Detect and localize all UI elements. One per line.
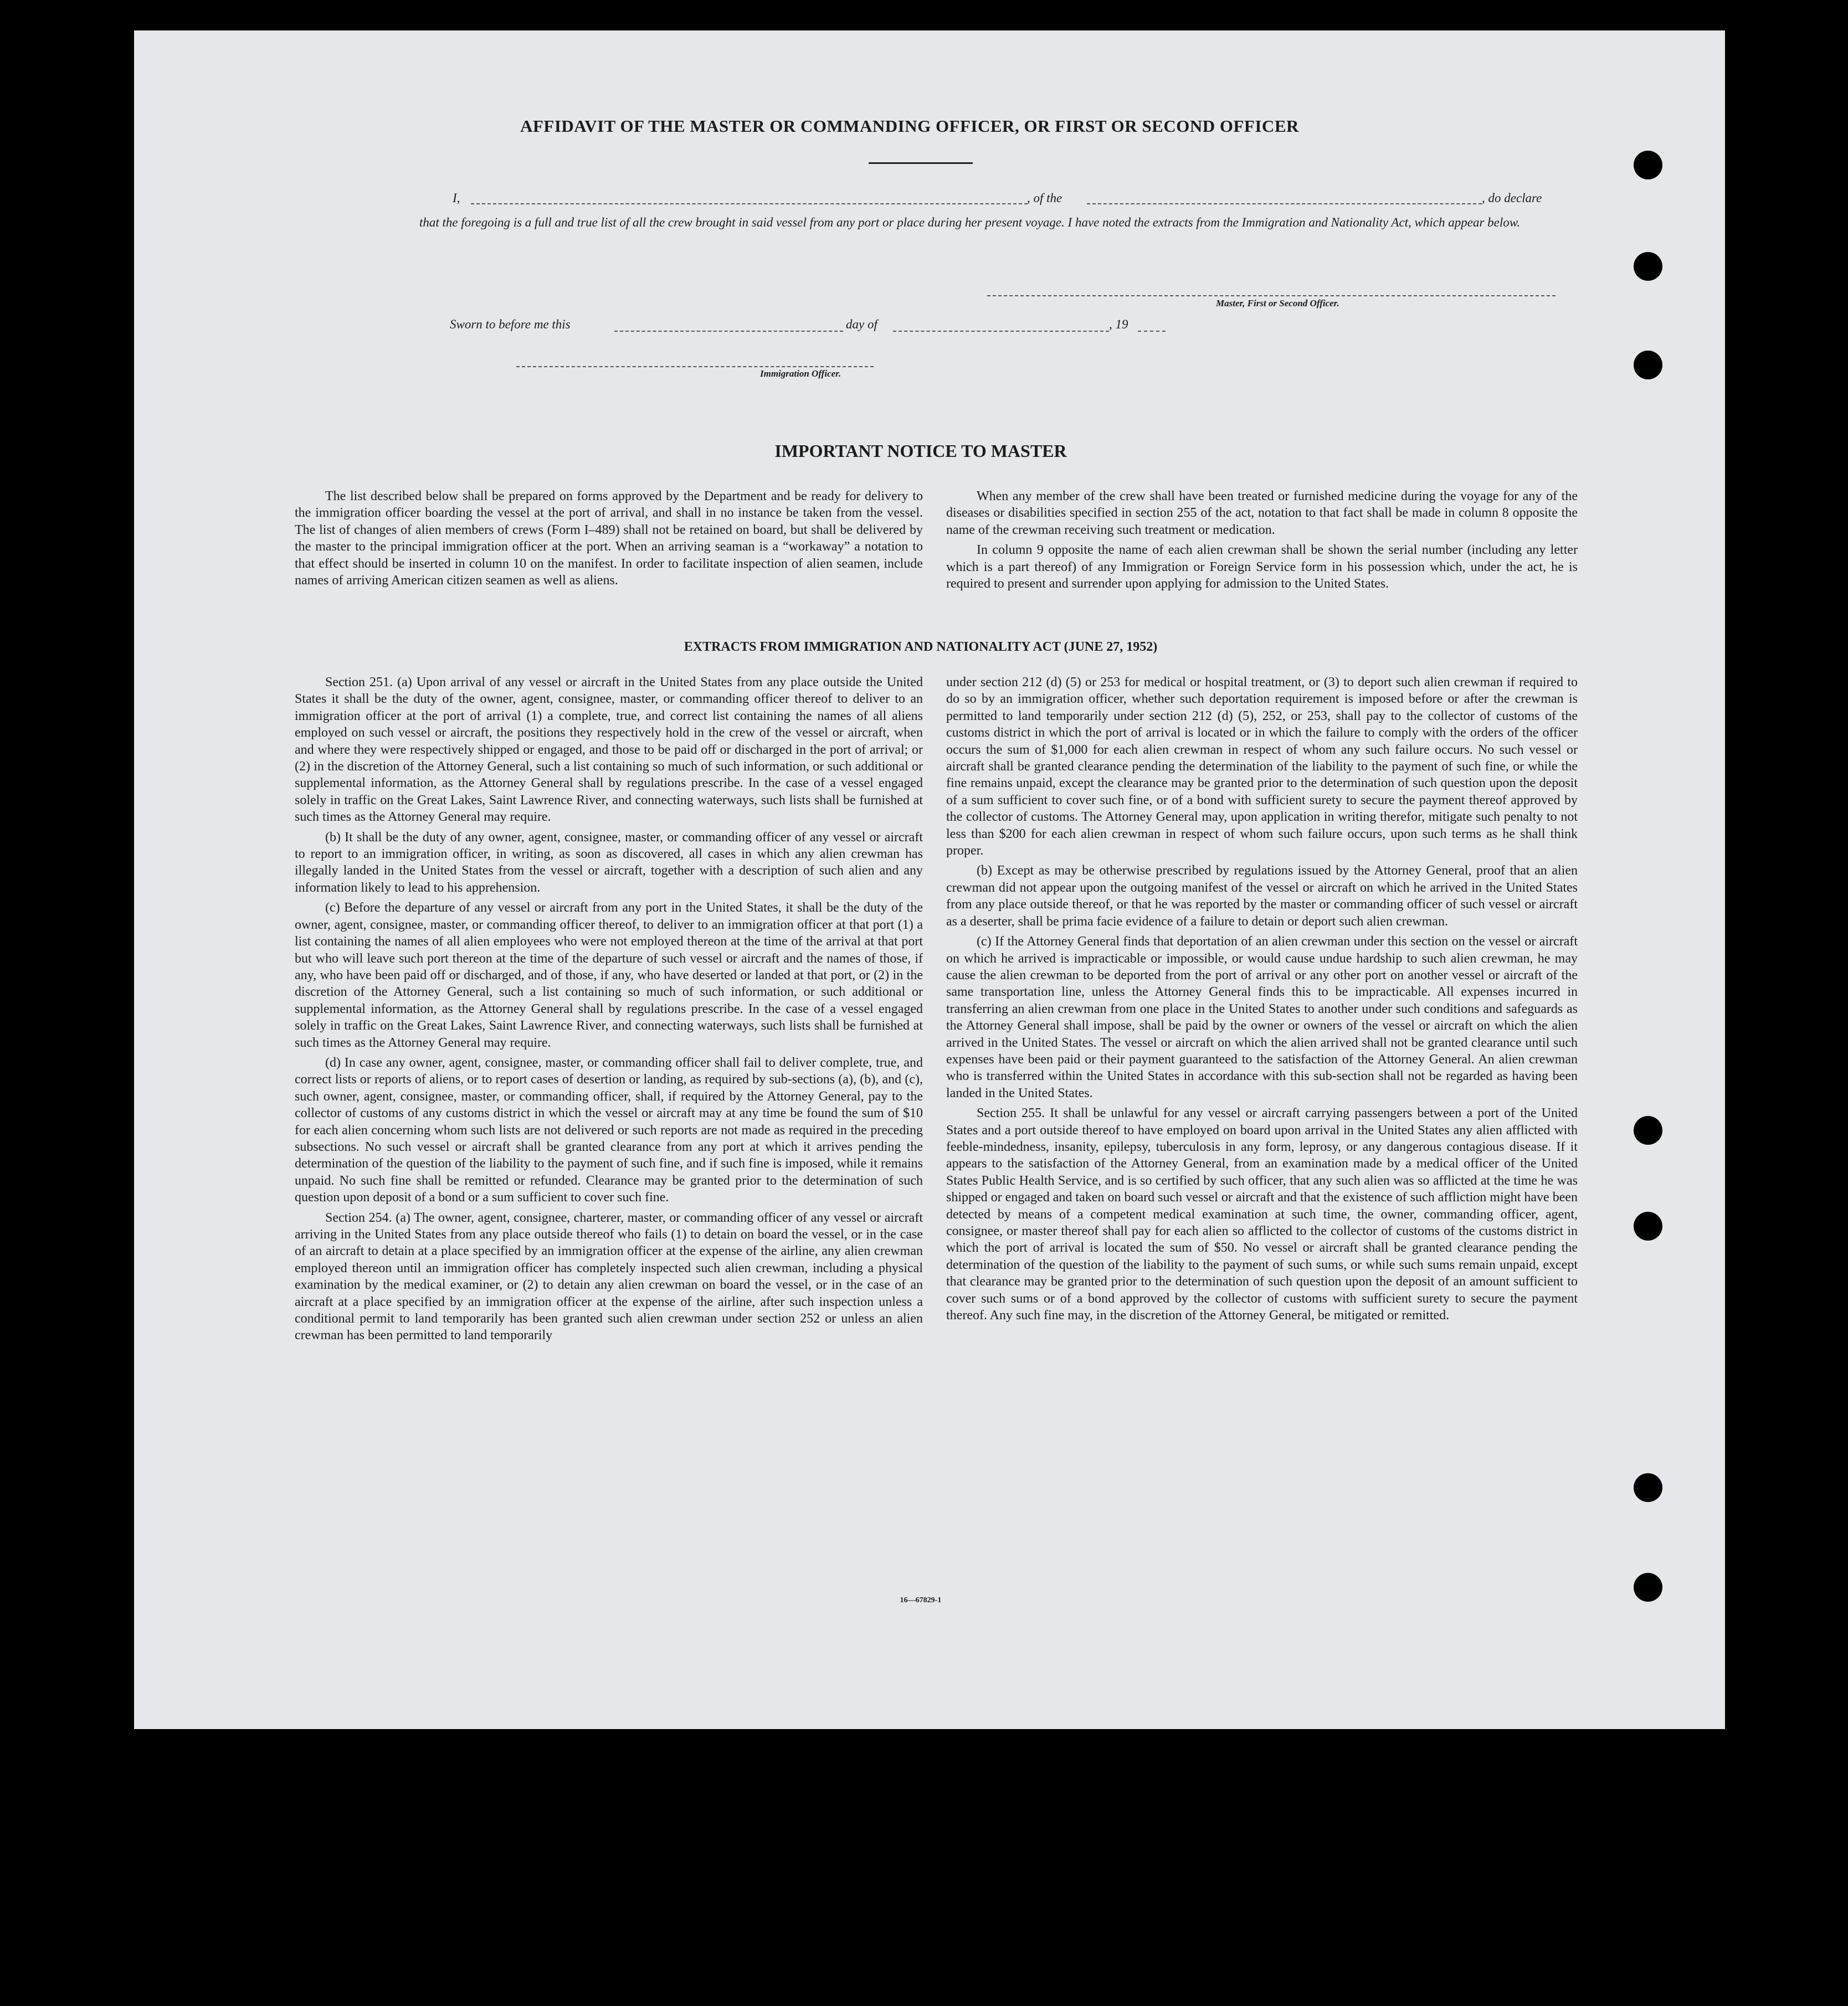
- immigration-officer-signature-field[interactable]: [516, 366, 874, 367]
- master-signature-field[interactable]: [987, 295, 1556, 296]
- section-paragraph: (b) It shall be the duty of any owner, agent, consignee, master, or commanding officer of any vessel or aircraft to report to an immigration officer, in writing, as soon as discovered, all cases in which any alien crewman has illegally landed in the United States from the vessel or aircraft, together with a description of such alien and any information likely to lead to his apprehension.: [295, 830, 923, 895]
- form-code: 16—67829-1: [900, 1596, 942, 1604]
- notice-left-column: [295, 488, 923, 592]
- notice-paragraph: The list described below shall be prepared on forms approved by the Department and be ready for delivery to the immigration officer boarding the vessel at the port of arrival, and shall in no instance be taken from the vessel. The list of changes of alien members of crews (Form I–489) shall not be retained on board, but shall be delivered by the master to the principal immigration officer at the port. When an arriving seaman is a “workaway” a notation to that effect should be inserted in column 10 on the manifest. In order to facilitate inspection of alien seamen, include names of arriving American citizen seamen as well as aliens.: [295, 489, 923, 588]
- affidavit-i-label: I,: [453, 191, 460, 205]
- name-field[interactable]: [471, 203, 1028, 204]
- sworn-day-field[interactable]: [614, 331, 843, 332]
- section-paragraph: (b) Except as may be otherwise prescribed by regulations issued by the Attorney General, proof that an alien crewman did not appear upon the outgoing manifest of the vessel or aircraft on which he arrived in the United States from any place outside thereof, or that he was reported by the master or commanding officer of such vessel or aircraft as a deserter, shall be prima facie evidence of a failure to detain or deport such alien crewman.: [946, 863, 1578, 929]
- document-page: [134, 30, 1725, 1729]
- extracts-title: EXTRACTS FROM IMMIGRATION AND NATIONALITY ACT (JUNE 27, 1952): [684, 640, 1158, 654]
- sworn-month-field[interactable]: [893, 331, 1109, 332]
- affidavit-statement: that the foregoing is a full and true list of all the crew brought in said vessel from any port or place during her present voyage. I have noted the extracts from the Immigration and Nationality Act, which appear below.: [419, 215, 1521, 229]
- notice-paragraph: When any member of the crew shall have been treated or furnished medicine during the voyage for any of the diseases or disabilities specified in section 255 of the act, notation to that fact shall be made in column 8 opposite the name of the crewman receiving such treatment or medication.: [946, 489, 1578, 537]
- punch-hole: [1634, 252, 1662, 281]
- officer-caption: Immigration Officer.: [760, 368, 841, 379]
- sworn-label: Sworn to before me this: [450, 317, 571, 331]
- section-paragraph: Section 251. (a) Upon arrival of any vessel or aircraft in the United States from any place outside the United States it shall be the duty of the owner, agent, consignee, master, or commanding officer thereof to deliver to an immigration officer at the port of arrival (1) a complete, true, and correct list containing the names of all aliens employed on such vessel or aircraft, the positions they respectively hold in the crew of the vessel or aircraft, when and where they were respectively shipped or engaged, and those to be paid off or discharged in the port of arrival; or (2) in the discretion of the Attorney General, such a list containing so much of such information, or such additional or supplemental information, as the Attorney General shall by regulations prescribe. In the case of a vessel engaged solely in traffic on the Great Lakes, Saint Lawrence River, and connecting waterways, such lists shall be furnished at such times as the Attorney General may require.: [295, 675, 923, 825]
- notice-title: IMPORTANT NOTICE TO MASTER: [774, 441, 1067, 461]
- affidavit-of-the-label: , of the: [1027, 191, 1062, 205]
- title-rule: [869, 162, 973, 164]
- section-paragraph: Section 254. (a) The owner, agent, consignee, charterer, master, or commanding officer of any vessel or aircraft arriving in the United States from any place outside thereof who fails (1) to detain on board the vessel, or in the case of an aircraft to detain at a place specified by an immigration officer at the expense of the airline, any alien crewman employed thereon until an immigration officer has completely inspected such alien crewman, including a physical examination by the medical examiner, or (2) to detain any alien crewman on board the vessel, or in the case of an aircraft at a place specified by an immigration officer at the expense of the airline, after such inspection unless a conditional permit to land temporarily has been granted such alien crewman under section 252 or unless an alien crewman has been permitted to land temporarily: [295, 1210, 923, 1343]
- extracts-left-column: [295, 674, 923, 1347]
- extracts-right-column: [946, 674, 1578, 1327]
- master-caption: Master, First or Second Officer.: [1216, 298, 1339, 308]
- vessel-field[interactable]: [1087, 203, 1482, 204]
- section-paragraph: (c) If the Attorney General finds that deportation of an alien crewman under this section on the vessel or aircraft on which he arrived is impracticable or impossible, or would cause undue hardship to such alien crewman, he may cause the alien crewman to be deported from the port of arrival or any other port on another vessel or aircraft of the same transportation line, unless the Attorney General finds this to be impracticable. All expenses incurred in transferring an alien crewman from one place in the United States to another under such conditions and safeguards as the Attorney General shall impose, shall be paid by the owner or owners of the vessel or aircraft on which the alien arrived in the United States. The vessel or aircraft on which the alien arrived shall not be granted clearance until such expenses have been paid or their payment guaranteed to the satisfaction of the Attorney General. An alien crewman who is transferred within the United States in accordance with this sub-section shall not be regarded as having been landed in the United States.: [946, 934, 1578, 1100]
- affidavit-declare-label: , do declare: [1482, 191, 1542, 205]
- section-paragraph: Section 255. It shall be unlawful for any vessel or aircraft carrying passengers between a port of the United States and a port outside thereof to have employed on board upon arrival in the United States any alien afflicted with feeble-mindedness, insanity, epilepsy, tuberculosis in any form, leprosy, or any dangerous contagious disease. If it appears to the satisfaction of the Attorney General, from an examination made by a medical officer of the United States Public Health Service, and is so certified by such officer, that any such alien was so afflicted at the time he was shipped or engaged and taken on board such vessel or aircraft and that the existence of such affliction might have been detected by means of a competent medical examination at such time, the owner, commanding officer, agent, consignee, or master thereof shall pay for each alien so afflicted to the collector of customs of the customs district in which the port of arrival is located the sum of $50. No vessel or aircraft shall be granted clearance pending the determination of the question of the liability to the payment of such sums, or while such sums remain unpaid, except that clearance may be granted prior to the determination of such question upon the deposit of an amount sufficient to cover such sums or of a bond approved by the collector of customs with sufficient surety to secure the payment thereof. Any such fine may, in the discretion of the Attorney General, be mitigated or remitted.: [946, 1106, 1578, 1323]
- affidavit-title: AFFIDAVIT OF THE MASTER OR COMMANDING OFFICER, OR FIRST OR SECOND OFFICER: [520, 116, 1299, 136]
- punch-hole: [1634, 351, 1662, 379]
- day-of-label: day of: [846, 317, 877, 331]
- punch-hole: [1634, 1573, 1662, 1602]
- punch-hole: [1634, 1116, 1662, 1145]
- punch-hole: [1634, 1473, 1662, 1502]
- section-paragraph: under section 212 (d) (5) or 253 for medical or hospital treatment, or (3) to deport such alien crewman if required to do so by an immigration officer, whether such deportation requirement is imposed before or after the crewman is permitted to land temporarily under section 212 (d) (5), 252, or 253, shall pay to the collector of customs of the customs district in which the port of arrival is located or in which the failure to comply with the orders of the officer occurs the sum of $1,000 for each alien crewman in respect of whom any such failure occurs. No such vessel or aircraft shall be granted clearance pending the determination of the liability to the payment of such fine, or while the fine remains unpaid, except the clearance may be granted prior to the determination of such question upon the deposit of a sum sufficient to cover such fine, or of a bond with sufficient surety to secure the payment thereof approved by the collector of customs. The Attorney General may, upon application in writing therefor, mitigate such penalty to not less than $200 for each alien crewman in respect of whom such failure occurs, upon such terms as he shall think proper.: [946, 675, 1578, 858]
- year-label: , 19: [1109, 317, 1128, 331]
- punch-hole: [1634, 1212, 1662, 1241]
- notice-right-column: [946, 488, 1578, 595]
- section-paragraph: (c) Before the departure of any vessel or aircraft from any port in the United States, it shall be the duty of the owner, agent, consignee, master, or commanding officer thereof, to deliver to an immigration officer at that port (1) a list containing the names of all alien employees who were not employed thereon at the time of the arrival at that port but who will leave such port thereon at the time of the departure of such vessel or aircraft and the names of those, if any, who have been paid off or discharged, and of those, if any, who have deserted or landed at that port, or (2) in the discretion of the Attorney General, such a list containing so much of such information, or such additional or supplemental information, as the Attorney General shall by regulations prescribe. In the case of a vessel engaged solely in traffic on the Great Lakes, Saint Lawrence River, and connecting waterways, such lists shall be furnished at such times as the Attorney General may require.: [295, 901, 923, 1050]
- notice-paragraph: In column 9 opposite the name of each alien crewman shall be shown the serial number (including any letter which is a part thereof) of any Immigration or Foreign Service form in his possession which, under the act, he is required to present and surrender upon applying for admission to the United States.: [946, 543, 1578, 591]
- punch-hole: [1634, 151, 1662, 179]
- section-paragraph: (d) In case any owner, agent, consignee, master, or commanding officer shall fail to deliver complete, true, and correct lists or reports of aliens, or to report cases of desertion or landing, as required by sub-sections (a), (b), and (c), such owner, agent, consignee, master, or commanding officer, shall, if required by the Attorney General, pay to the collector of customs of any customs district in which the vessel or aircraft may at any time be found the sum of $10 for each alien concerning whom such lists are not delivered or such reports are not made as required in the preceding subsections. No such vessel or aircraft shall be granted clearance from any port at which it arrives pending the determination of the question of the liability to the payment of such fine, and if such fine is imposed, while it remains unpaid. No such fine shall be remitted or refunded. Clearance may be granted prior to the determination of such question upon deposit of a bond or a sum sufficient to cover such fine.: [295, 1055, 923, 1205]
- sworn-year-field[interactable]: [1138, 331, 1166, 332]
